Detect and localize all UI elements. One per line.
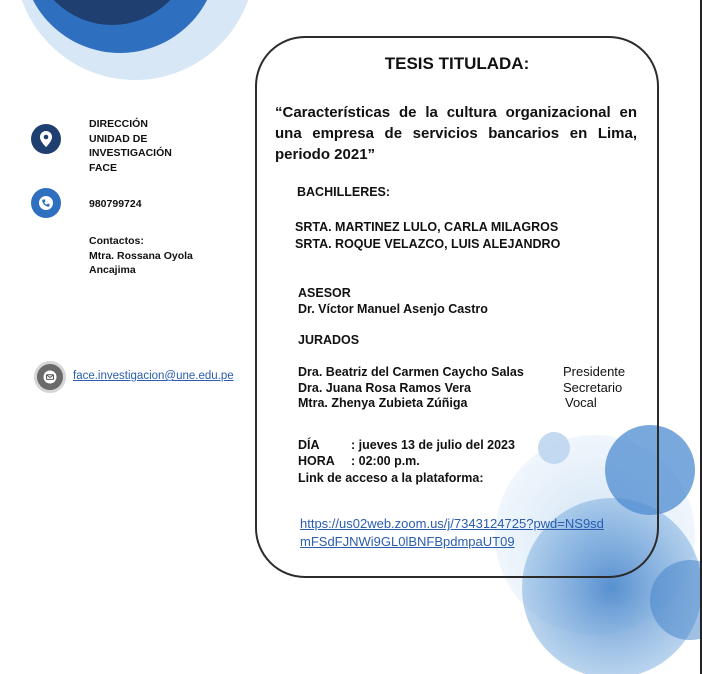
jurado-role: Secretario xyxy=(563,380,623,395)
jurados-label: JURADOS xyxy=(298,333,360,347)
bachilleres-label: BACHILLERES: xyxy=(297,185,391,199)
card-title: TESIS TITULADA: xyxy=(384,54,530,73)
hora-value: : 02:00 p.m. xyxy=(351,454,420,468)
zoom-link-line[interactable]: mFSdFJNWi9GL0lBNFBpdmpaUT09 xyxy=(300,534,515,549)
zoom-link-line[interactable]: https://us02web.zoom.us/j/7343124725?pwd=NS9sd xyxy=(300,516,604,531)
contacts-line: Mtra. Rossana Oyola xyxy=(89,249,193,262)
jurado-name: Mtra. Zhenya Zubieta Zúñiga xyxy=(298,396,468,410)
jurado-name: Dra. Beatriz del Carmen Caycho Salas xyxy=(298,365,524,379)
address-line: UNIDAD DE xyxy=(89,132,148,145)
asesor-name: Dr. Víctor Manuel Asenjo Castro xyxy=(298,302,488,316)
thesis-title: “Características de la cultura organizacional en una empresa de servicios bancarios en Lima, periodo 2021” xyxy=(275,104,637,163)
jurado-role: Vocal xyxy=(565,395,597,410)
address-line: INVESTIGACIÓN xyxy=(89,147,172,159)
phone-icon xyxy=(31,188,61,218)
zoom-link[interactable] xyxy=(300,515,604,551)
location-pin-icon xyxy=(31,124,61,154)
bachiller-name: SRTA. MARTINEZ LULO, CARLA MILAGROS xyxy=(295,220,559,234)
jurado-role: Presidente xyxy=(563,364,626,379)
hora-label: HORA xyxy=(298,454,335,468)
contacts-line: Ancajima xyxy=(89,264,136,276)
dia-label: DÍA xyxy=(298,438,320,452)
contacts-line: Contactos: xyxy=(89,235,144,247)
email-icon xyxy=(34,361,66,393)
link-label: Link de acceso a la plataforma: xyxy=(298,471,484,485)
email-link[interactable]: face.investigacion@une.edu.pe xyxy=(73,370,234,382)
address-line: DIRECCIÓN xyxy=(89,118,148,130)
dia-value: : jueves 13 de julio del 2023 xyxy=(351,438,515,452)
thesis-card xyxy=(255,36,659,578)
address-block xyxy=(89,117,172,175)
bachiller-name: SRTA. ROQUE VELAZCO, LUIS ALEJANDRO xyxy=(295,237,561,251)
jurado-name: Dra. Juana Rosa Ramos Vera xyxy=(298,381,471,395)
phone-number: 980799724 xyxy=(89,198,142,210)
address-line: FACE xyxy=(89,161,118,174)
contacts-block xyxy=(89,234,193,278)
asesor-label: ASESOR xyxy=(298,286,351,300)
